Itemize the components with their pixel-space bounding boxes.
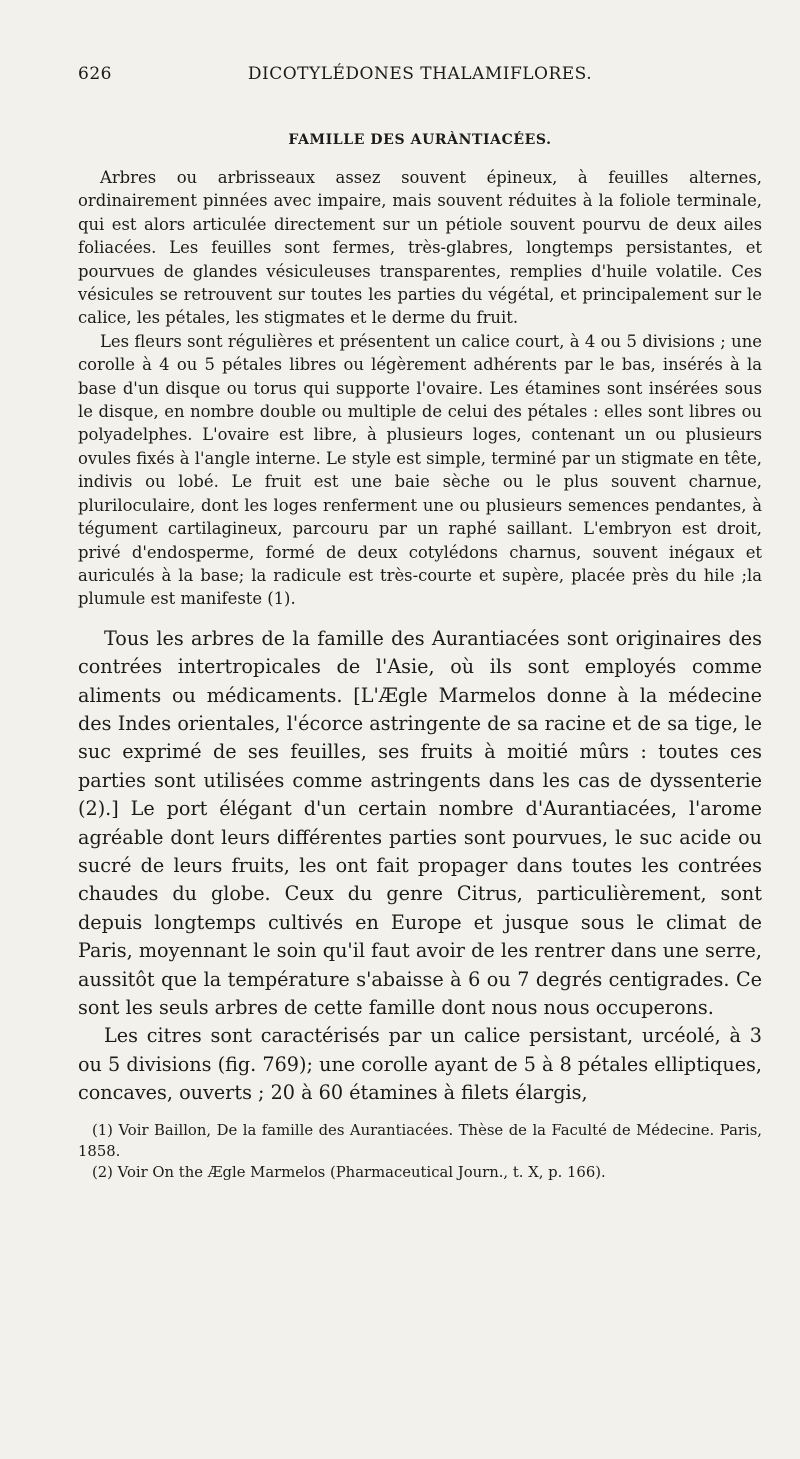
description-paragraph: Les fleurs sont régulières et présentent un calice court, à 4 ou 5 divisions ; une corolle à 4 ou 5 pétales libres ou légèrement adhérents par le bas, insérés à la base d'un disque ou torus qui supporte l'ovaire. Les étamines sont insérées sous le disque, en nombre double ou multiple de celui des pétales : elles sont libres ou polyadelphes. L'ovaire est libre, à plusieurs loges, contenant un ou plusieurs ovules fixés à l'angle interne. Le style est simple, terminé par un stigmate en tête, indivis ou lobé. Le fruit est une baie sèche ou le plus souvent charnue, pluriloculaire, dont les loges renferment une ou plusieurs semences pendantes, à tégument cartilagineux, parcouru par un raphé saillant. L'embryon est droit, privé d'endosperme, formé de deux cotylédons charnus, souvent inégaux et auriculés à la base; la radicule est très-courte et supère, placée près du hile ;la plumule est manifeste (1). bbox=[78, 331, 763, 609]
book-page bbox=[78, 58, 762, 1183]
main-text bbox=[78, 625, 762, 1108]
footnote: (2) Voir On the Ægle Marmelos (Pharmaceutical Journ., t. X, p. 166). bbox=[92, 1163, 606, 1181]
description-paragraph: Arbres ou arbrisseaux assez souvent épineux, à feuilles alternes, ordinairement pinnées avec impaire, mais souvent réduites à la foliole terminale, qui est alors articulée directement sur un pétiole souvent pourvu de deux ailes foliacées. Les feuilles sont fermes, très-glabres, longtemps persistantes, et pourvues de glandes vésiculeuses transparentes, remplies d'huile volatile. Ces vésicules se retrouvent sur toutes les parties du végétal, et principalement sur le calice, les pétales, les stigmates et le derme du fruit. bbox=[78, 168, 762, 328]
footnote: (1) Voir Baillon, De la famille des Aurantiacées. Thèse de la Faculté de Médecine. Paris, 1858. bbox=[78, 1121, 762, 1160]
page-number: 626 bbox=[78, 64, 112, 84]
body-paragraph: Les citres sont caractérisés par un calice persistant, urcéolé, à 3 ou 5 divisions (fig. 769); une corolle ayant de 5 à 8 pétales elliptiques, concaves, ouverts ; 20 à 60 étamines à filets élargis, bbox=[78, 1024, 762, 1105]
running-title: DICOTYLÉDONES THALAMIFLORES. bbox=[247, 64, 593, 84]
body-paragraph: Tous les arbres de la famille des Aurantiacées sont originaires des contrées intertropicales de l'Asie, où ils sont employés comme aliments ou médicaments. [L'Ægle Marmelos donne à la médecine des Indes orientales, l'écorce astringente de sa racine et de sa tige, le suc exprimé de ses feuilles, ses fruits à moitié mûrs : toutes ces parties sont utilisées comme astringents dans les cas de dyssenterie (2).] Le port élégant d'un certain nombre d'Aurantiacées, l'arome agréable dont leurs différentes parties sont pourvues, le suc acide ou sucré de leurs fruits, les ont fait propager dans toutes les contrées chaudes du globe. Ceux du genre Citrus, particulièrement, sont depuis longtemps cultivés en Europe et jusque sous le climat de Paris, moyennant le soin qu'il faut avoir de les rentrer dans une serre, aussitôt que la température s'abaisse à 6 ou 7 degrés centigrades. Ce sont les seuls arbres de cette famille dont nous nous occuperons. bbox=[78, 626, 762, 1019]
page-header bbox=[78, 58, 762, 92]
footnotes bbox=[78, 1120, 762, 1183]
section-title: FAMILLE DES AURÀNTIACÉES. bbox=[288, 132, 552, 148]
family-description bbox=[78, 166, 762, 611]
